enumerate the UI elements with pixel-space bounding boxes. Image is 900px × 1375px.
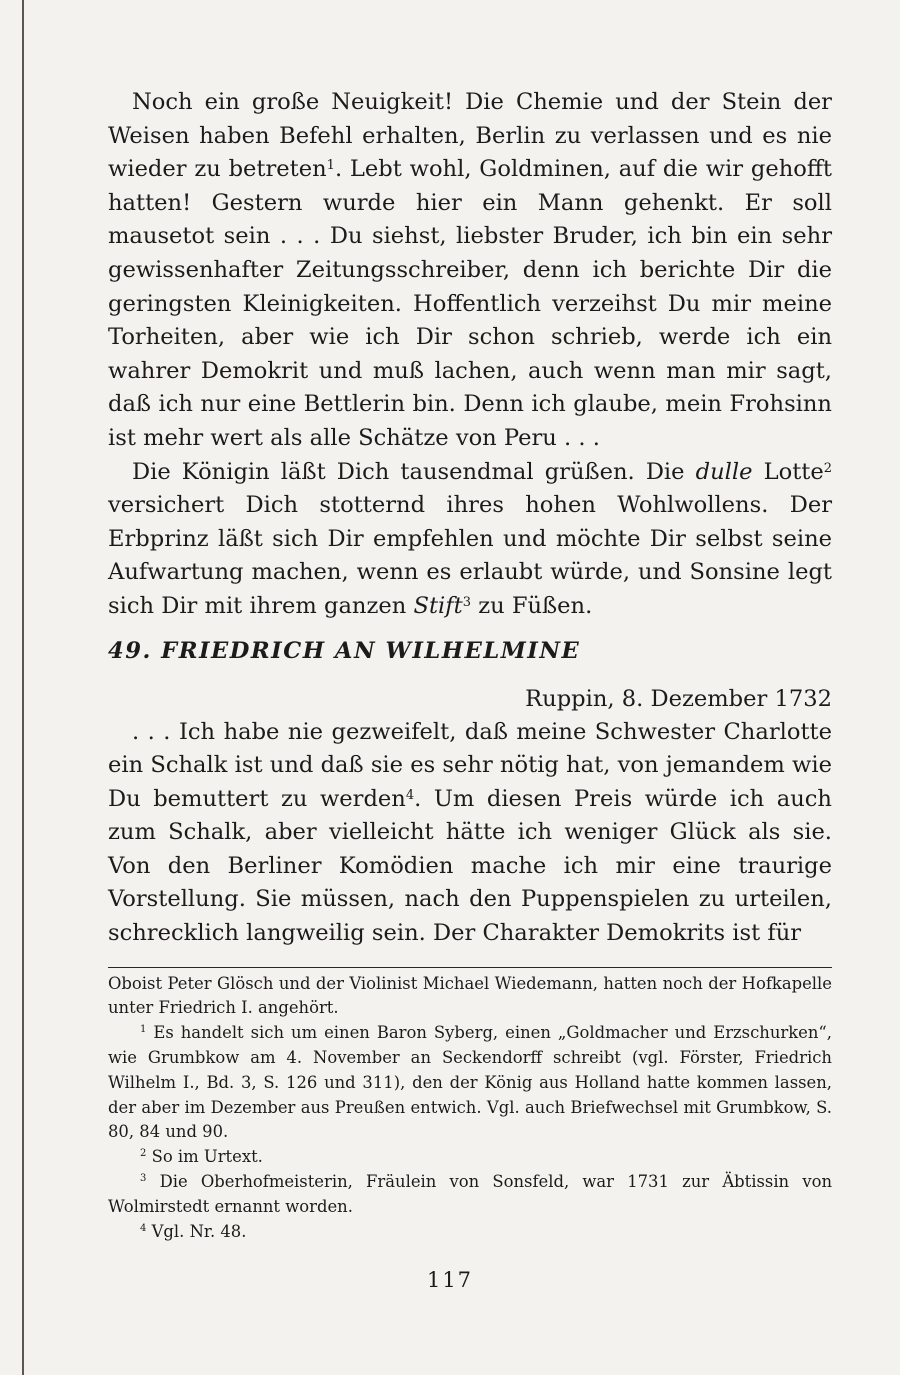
page-body xyxy=(108,86,832,1244)
footnote-continued: Oboist Peter Glösch und der Violinist Michael Wiedemann, hatten noch der Hofkapelle unter Friedrich I. angehört. xyxy=(108,973,832,1018)
footnote-1 xyxy=(108,1021,832,1145)
place-date: Ruppin, 8. Dezember 1732 xyxy=(525,685,832,712)
footnote-4 xyxy=(108,1220,832,1245)
footnote-2 xyxy=(108,1145,832,1170)
footnote-4-text: Vgl. Nr. 48. xyxy=(151,1221,247,1241)
page-number: 117 xyxy=(426,1268,474,1292)
footnote-rule xyxy=(108,967,832,968)
footnote-ref-3: 3 xyxy=(462,594,472,610)
letter-heading: 49. FRIEDRICH AN WILHELMINE xyxy=(108,637,581,664)
footnote-ref-4: 4 xyxy=(405,787,415,803)
paragraph-1 xyxy=(108,86,832,456)
paragraph-1-text-continued: . Lebt wohl, Goldminen, auf die wir gehofft hatten! Gestern wurde hier ein Mann gehenkt. Er soll mausetot sein . . . Du siehst, liebster Bruder, ich bin ein sehr gewissenhafter Zeitungsschreiber, denn ich berichte Dir die geringsten Kleinigkeiten. Hoffentlich verzeihst Du mir meine Torheiten, aber wie ich Dir schon schrieb, werde ich ein wahrer Demokrit und muß lachen, auch wenn man mir sagt, daß ich nur eine Bettlerin bin. Denn ich glaube, mein Frohsinn ist mehr wert als alle Schätze von Peru . . . xyxy=(108,156,832,451)
footnote-2-text: So im Urtext. xyxy=(151,1147,263,1167)
footnote-1-text: Es handelt sich um einen Baron Syberg, einen „Goldmacher und Erzschurken“, wie Grumbkow am 4. November an Seckendorff schreibt (vgl. Förster, Friedrich Wilhelm I., Bd. 3, S. 126 und 311), den der König aus Holland hatte kommen lassen, der aber im Dezember aus Preußen entwich. Vgl. auch Briefwechsel mit Grumbkow, S. 80, 84 und 90. xyxy=(108,1023,832,1142)
paragraph-3-text-continued: . Um diesen Preis würde ich auch zum Schalk, aber vielleicht hätte ich weniger Glück als sie. Von den Berliner Komödien mache ich mir eine traurige Vorstellung. Sie müssen, nach den Puppenspielen zu urteilen, schrecklich langweilig sein. Der Charakter Demokrits ist für xyxy=(108,785,832,947)
footnote-1-number: 1 xyxy=(140,1024,147,1036)
footnote-4-number: 4 xyxy=(140,1222,147,1234)
page-edge-line xyxy=(22,0,24,1375)
paragraph-3 xyxy=(108,716,832,951)
footnotes xyxy=(108,972,832,1245)
footnote-2-number: 2 xyxy=(140,1148,147,1160)
paragraph-2-text-b: Lotte xyxy=(752,458,824,485)
paragraph-3-text: . . . Ich habe nie gezweifelt, daß meine Schwester Charlotte ein Schalk ist und daß sie es sehr nötig hat, von jemandem wie Du bemuttert zu werden xyxy=(108,718,832,812)
footnote-3 xyxy=(108,1170,832,1220)
footnote-3-text: Die Oberhofmeisterin, Fräulein von Sonsfeld, war 1731 zur Äbtissin von Wolmirstedt ernannt worden. xyxy=(108,1172,832,1216)
paragraph-1-text: Noch ein große Neuigkeit! Die Chemie und der Stein der Weisen haben Befehl erhalten, Berlin zu verlassen und es nie wieder zu betreten xyxy=(108,89,832,183)
paragraph-2-text-d: zu Füßen. xyxy=(471,592,593,619)
footnote-3-number: 3 xyxy=(140,1173,147,1185)
italic-dulle: dulle xyxy=(695,458,753,485)
paragraph-2 xyxy=(108,456,832,624)
paragraph-2-text-a: Die Königin läßt Dich tausendmal grüßen. Die xyxy=(132,458,696,485)
footnote-ref-2: 2 xyxy=(823,460,832,476)
italic-stift: Stift xyxy=(413,592,463,619)
paragraph-2-text-c: versichert Dich stotternd ihres hohen Wohlwollens. Der Erbprinz läßt sich Dir empfehlen und möchte Dir selbst seine Aufwartung machen, wenn es erlaubt würde, und Sonsine legt sich Dir mit ihrem ganzen xyxy=(108,492,832,619)
footnote-ref-1: 1 xyxy=(326,158,335,174)
